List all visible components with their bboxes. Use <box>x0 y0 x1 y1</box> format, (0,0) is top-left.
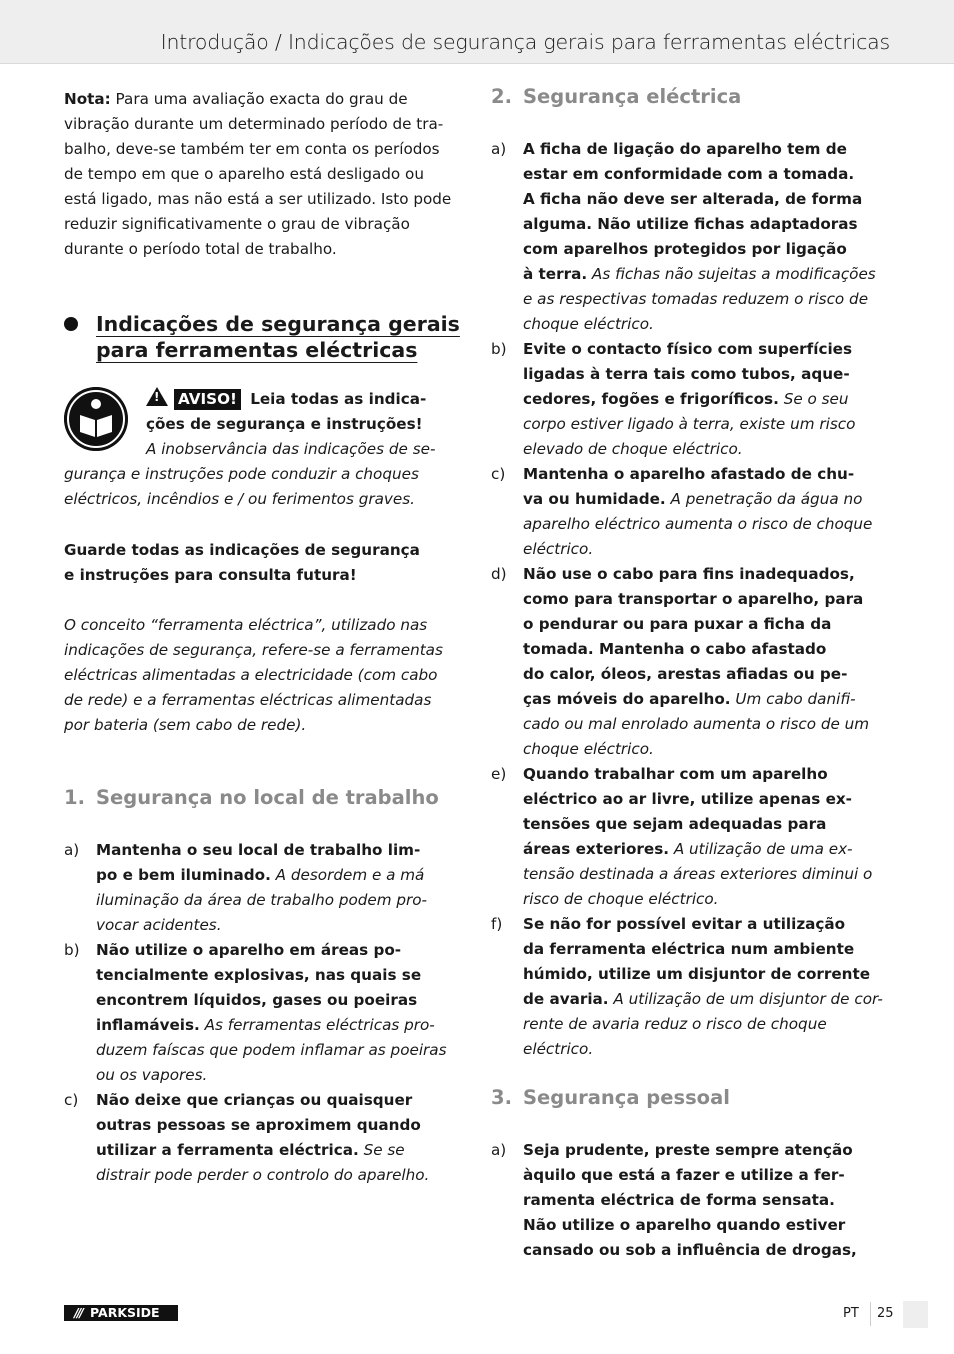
item-bold-text: com aparelhos protegidos por ligação <box>523 240 847 258</box>
item-bold-text: à terra. <box>523 265 588 283</box>
item-bold-text: po e bem iluminado. <box>96 866 271 884</box>
item-italic-text: A utilização de um disjuntor de cor- <box>608 990 883 1008</box>
item-line <box>523 837 891 862</box>
item-bold-text: Mantenha o seu local de trabalho lim- <box>96 841 421 859</box>
item-bold-text: va ou humidade. <box>523 490 666 508</box>
item-label: d) <box>491 565 507 583</box>
item-line <box>523 212 891 237</box>
item-italic-line: choque eléctrico. <box>523 740 654 758</box>
item-bold-text: tensões que sejam adequadas para <box>523 815 827 833</box>
item-italic-line: cado ou mal enrolado aumenta o risco de um <box>523 715 870 733</box>
item-bold-text: estar em conformidade com a tomada. <box>523 165 855 183</box>
item-italic-line: ou os vapores. <box>96 1066 208 1084</box>
brand-name: PARKSIDE <box>90 1305 160 1320</box>
item-line <box>96 863 464 888</box>
item-italic-line: tensão destinada a áreas exteriores diminui o <box>523 865 873 883</box>
bullet-icon <box>64 317 78 331</box>
item-italic-text: Se o seu <box>778 390 849 408</box>
item-bold-text: Não deixe que crianças ou quaisquer <box>96 1091 413 1109</box>
list-item <box>64 1088 464 1188</box>
page-header <box>0 0 954 64</box>
item-bold-text: tomada. Mantenha o cabo afastado <box>523 640 827 658</box>
item-bold-text: Mantenha o aparelho afastado de chu- <box>523 465 855 483</box>
item-label: f) <box>491 915 503 933</box>
item-line <box>523 812 891 837</box>
item-label: b) <box>64 941 80 959</box>
item-line <box>523 262 891 287</box>
item-body <box>523 1138 891 1263</box>
concept-paragraph <box>64 613 464 738</box>
item-italic-line: vocar acidentes. <box>96 916 222 934</box>
item-line <box>523 1238 891 1263</box>
item-body <box>96 838 464 938</box>
item-body <box>523 562 891 762</box>
keep-line: e instruções para consulta futura! <box>64 566 357 584</box>
note-line <box>64 162 464 187</box>
note-line <box>64 237 464 262</box>
item-label: a) <box>491 140 507 158</box>
item-bold-text: outras pessoas se aproximem quando <box>96 1116 421 1134</box>
concept-line: eléctricas alimentadas a electricidade (com cabo <box>64 666 438 684</box>
concept-line: por bateria (sem cabo de rede). <box>64 716 307 734</box>
item-bold-text: Seja prudente, preste sempre atenção <box>523 1141 853 1159</box>
note-text: Para uma avaliação exacta do grau de <box>110 90 408 108</box>
item-bold-text: alguma. Não utilize fichas adaptadoras <box>523 215 858 233</box>
item-bold-text: ramenta eléctrica de forma sensata. <box>523 1191 835 1209</box>
warning-bold-line: ções de segurança e instruções! <box>146 415 423 433</box>
item-italic-text: Um cabo danifi- <box>730 690 856 708</box>
concept-line: de rede) e a ferramentas eléctricas alimentadas <box>64 691 432 709</box>
item-body <box>523 762 891 912</box>
warning-text <box>146 387 464 462</box>
keep-instructions <box>64 538 464 588</box>
item-label: e) <box>491 765 507 783</box>
item-line <box>523 1213 891 1238</box>
item-line <box>523 137 891 162</box>
note-label: Nota: <box>64 90 111 108</box>
aviso-badge: AVISO! <box>174 389 241 410</box>
list-item <box>491 562 891 762</box>
warning-italic-line: gurança e instruções pode conduzir a choques <box>64 465 419 483</box>
item-line <box>96 1013 464 1038</box>
item-bold-text: Não utilize o aparelho em áreas po- <box>96 941 402 959</box>
note-text: está ligado, mas não está a ser utilizado. Isto pode <box>64 190 452 208</box>
item-bold-text: o pendurar ou para puxar a ficha da <box>523 615 832 633</box>
item-line <box>96 938 464 963</box>
item-bold-text: tencialmente explosivas, nas quais se <box>96 966 422 984</box>
note-line <box>64 87 464 112</box>
item-italic-text: As fichas não sujeitas a modificações <box>587 265 876 283</box>
warning-italic-rest <box>64 462 464 512</box>
main-heading-line: para ferramentas eléctricas <box>96 338 418 362</box>
item-line <box>523 637 891 662</box>
item-italic-text: Se se <box>358 1141 405 1159</box>
item-italic-line: eléctrico. <box>523 540 594 558</box>
item-line <box>523 787 891 812</box>
warning-triangle-icon <box>146 387 168 406</box>
main-heading-text <box>96 311 460 363</box>
item-italic-line: distrair pode perder o controlo do aparelho. <box>96 1166 430 1184</box>
note-line <box>64 187 464 212</box>
warning-block <box>64 387 464 508</box>
item-italic-text: A penetração da água no <box>665 490 863 508</box>
section-1-title: 1. Segurança no local de trabalho <box>64 786 439 809</box>
note-line <box>64 137 464 162</box>
page-title: Introdução / Indicações de segurança gerais para ferramentas eléctricas <box>160 30 890 54</box>
section-2-items <box>491 137 891 1062</box>
item-italic-text: A desordem e a má <box>270 866 425 884</box>
note-line <box>64 212 464 237</box>
item-line <box>96 1138 464 1163</box>
note-text: de tempo em que o aparelho está desligado ou <box>64 165 424 183</box>
item-italic-line: duzem faíscas que podem inflamar as poeiras <box>96 1041 447 1059</box>
item-body <box>523 912 891 1062</box>
item-bold-text: Se não for possível evitar a utilização <box>523 915 846 933</box>
item-line <box>523 562 891 587</box>
item-bold-text: A ficha não deve ser alterada, de forma <box>523 190 863 208</box>
item-line <box>96 988 464 1013</box>
section-1-items <box>64 838 464 1188</box>
item-bold-text: como para transportar o aparelho, para <box>523 590 864 608</box>
note-text: balho, deve-se também ter em conta os períodos <box>64 140 440 158</box>
item-italic-line: aparelho eléctrico aumenta o risco de choque <box>523 515 873 533</box>
item-line <box>523 337 891 362</box>
item-line <box>523 237 891 262</box>
footer-divider <box>870 1302 871 1326</box>
item-body <box>523 462 891 562</box>
item-bold-text: do calor, óleos, arestas afiadas ou pe- <box>523 665 848 683</box>
main-heading-line: Indicações de segurança gerais <box>96 312 460 336</box>
list-item <box>491 137 891 337</box>
item-bold-text: inflamáveis. <box>96 1016 200 1034</box>
item-line <box>523 612 891 637</box>
item-line <box>523 987 891 1012</box>
note-text: durante o período total de trabalho. <box>64 240 337 258</box>
keep-line: Guarde todas as indicações de segurança <box>64 541 420 559</box>
list-item <box>64 838 464 938</box>
item-label: c) <box>64 1091 79 1109</box>
item-body <box>523 337 891 462</box>
item-line <box>96 1088 464 1113</box>
item-italic-line: corpo estiver ligado à terra, existe um risco <box>523 415 856 433</box>
item-label: c) <box>491 465 506 483</box>
item-bold-text: utilizar a ferramenta eléctrica. <box>96 1141 359 1159</box>
note-line <box>64 112 464 137</box>
item-line <box>523 162 891 187</box>
concept-line: O conceito “ferramenta eléctrica”, utilizado nas <box>64 616 428 634</box>
item-bold-text: áreas exteriores. <box>523 840 670 858</box>
section-2-title: 2. Segurança eléctrica <box>491 85 742 108</box>
note-paragraph <box>64 87 464 262</box>
item-bold-text: eléctrico ao ar livre, utilize apenas ex- <box>523 790 852 808</box>
note-text: vibração durante um determinado período de tra- <box>64 115 444 133</box>
item-body <box>523 137 891 337</box>
item-line <box>523 587 891 612</box>
footer-tab <box>903 1301 928 1328</box>
item-body <box>96 938 464 1088</box>
item-line <box>523 487 891 512</box>
item-line <box>523 1138 891 1163</box>
item-line <box>523 937 891 962</box>
item-line <box>523 912 891 937</box>
item-italic-line: risco de choque eléctrico. <box>523 890 719 908</box>
warning-italic-line: eléctricos, incêndios e / ou ferimentos graves. <box>64 490 415 508</box>
list-item <box>491 912 891 1062</box>
parkside-logo <box>64 1305 178 1321</box>
item-bold-text: cedores, fogões e frigoríficos. <box>523 390 779 408</box>
item-line <box>523 187 891 212</box>
item-bold-text: cansado ou sob a influência de drogas, <box>523 1241 857 1259</box>
item-label: a) <box>491 1141 507 1159</box>
item-bold-text: Não utilize o aparelho quando estiver <box>523 1216 846 1234</box>
item-label: b) <box>491 340 507 358</box>
warning-italic-line: A inobservância das indicações de se- <box>146 440 436 458</box>
warning-bold-line: Leia todas as indica- <box>244 390 427 408</box>
concept-line: indicações de segurança, refere-se a ferramentas <box>64 641 443 659</box>
item-line <box>523 1163 891 1188</box>
item-italic-line: e as respectivas tomadas reduzem o risco de <box>523 290 869 308</box>
item-body <box>96 1088 464 1188</box>
main-heading <box>64 311 464 363</box>
list-item <box>491 462 891 562</box>
list-item <box>491 1138 891 1263</box>
item-italic-line: rente de avaria reduz o risco de choque eléctrico. <box>523 1015 827 1058</box>
item-line <box>96 963 464 988</box>
item-bold-text: àquilo que está a fazer e utilize a fer- <box>523 1166 845 1184</box>
item-italic-text: A utilização de uma ex- <box>669 840 853 858</box>
item-bold-text: Evite o contacto físico com superfícies <box>523 340 853 358</box>
item-bold-text: Quando trabalhar com um aparelho <box>523 765 828 783</box>
item-bold-text: Não use o cabo para fins inadequados, <box>523 565 855 583</box>
item-bold-text: ças móveis do aparelho. <box>523 690 731 708</box>
item-bold-text: de avaria. <box>523 990 609 1008</box>
item-line <box>523 387 891 412</box>
item-line <box>523 1188 891 1213</box>
item-label: a) <box>64 841 80 859</box>
list-item <box>491 762 891 912</box>
item-line <box>523 362 891 387</box>
logo-stripes-icon: /// <box>74 1305 82 1320</box>
item-bold-text: da ferramenta eléctrica num ambiente <box>523 940 855 958</box>
item-italic-line: elevado de choque eléctrico. <box>523 440 743 458</box>
section-3-items <box>491 1138 891 1263</box>
item-italic-line: iluminação da área de trabalho podem pro- <box>96 891 428 909</box>
note-text: reduzir significativamente o grau de vibração <box>64 215 410 233</box>
language-code: PT <box>843 1306 859 1321</box>
item-line <box>96 838 464 863</box>
item-italic-line: choque eléctrico. <box>523 315 654 333</box>
item-line <box>523 462 891 487</box>
item-bold-text: ligadas à terra tais como tubos, aque- <box>523 365 850 383</box>
section-3-title: 3. Segurança pessoal <box>491 1086 730 1109</box>
page-number: 25 <box>877 1306 894 1321</box>
list-item <box>491 337 891 462</box>
read-manual-icon <box>64 387 128 451</box>
list-item <box>64 938 464 1088</box>
item-line <box>523 762 891 787</box>
item-bold-text: húmido, utilize um disjuntor de corrente <box>523 965 871 983</box>
item-line <box>523 687 891 712</box>
item-bold-text: encontrem líquidos, gases ou poeiras <box>96 991 418 1009</box>
item-italic-text: As ferramentas eléctricas pro- <box>199 1016 435 1034</box>
item-line <box>523 962 891 987</box>
item-bold-text: A ficha de ligação do aparelho tem de <box>523 140 847 158</box>
item-line <box>523 662 891 687</box>
item-line <box>96 1113 464 1138</box>
